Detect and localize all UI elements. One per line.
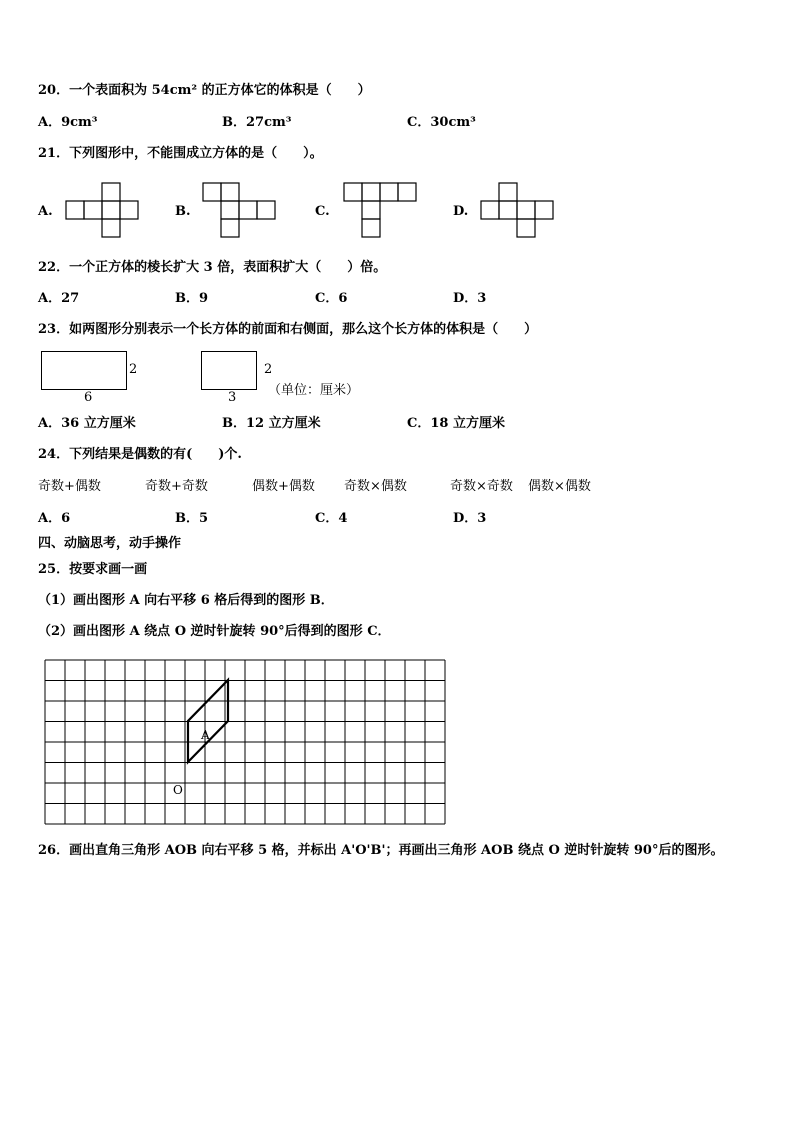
q25-stem: 25．按要求画一画 xyxy=(38,562,148,577)
drawing-grid xyxy=(44,659,448,827)
net-c-figure xyxy=(342,180,422,242)
q23-option-c: C．18 立方厘米 xyxy=(407,416,505,431)
q24-option-a: A．6 xyxy=(38,511,71,526)
q23-stem: 23．如两图形分别表示一个长方体的前面和右侧面，那么这个长方体的体积是（ ） xyxy=(38,322,538,337)
q25-part-1: （1）画出图形 A 向右平移 6 格后得到的图形 B． xyxy=(38,593,334,608)
q24-option-d: D．3 xyxy=(453,511,487,526)
q20-option-b: B．27cm³ xyxy=(222,115,292,130)
q24-expr-4: 奇数×偶数 xyxy=(344,479,407,494)
q20-option-c: C．30cm³ xyxy=(407,115,476,130)
q23-option-a: A．36 立方厘米 xyxy=(38,416,136,431)
q26-stem: 26．画出直角三角形 AOB 向右平移 5 格，并标出 A'O'B'；再画出三角形 AOB 绕点 O 逆时针旋转 90°后的图形。 xyxy=(38,843,724,858)
q24-stem: 24．下列结果是偶数的有( )个. xyxy=(38,447,242,462)
q22-stem: 22．一个正方体的棱长扩大 3 倍，表面积扩大（ ）倍。 xyxy=(38,260,387,275)
q20-stem: 20．一个表面积为 54cm² 的正方体它的体积是（ ） xyxy=(38,83,371,98)
q21-stem: 21．下列图形中，不能围成立方体的是（ ）。 xyxy=(38,146,323,161)
q22-option-d: D．3 xyxy=(453,291,487,306)
net-b-figure xyxy=(201,180,281,240)
q20-option-a: A．9cm³ xyxy=(38,115,98,130)
grid-lines xyxy=(45,660,445,824)
q22-option-c: C．6 xyxy=(315,291,348,306)
q24-option-c: C．4 xyxy=(315,511,348,526)
q21-option-b: B. xyxy=(175,204,191,219)
front-face-width-label: 6 xyxy=(84,390,93,405)
q22-option-a: A．27 xyxy=(38,291,80,306)
side-face-height-label: 2 xyxy=(264,362,273,377)
q21-option-c: C. xyxy=(315,204,330,219)
point-o-label: O xyxy=(173,783,183,797)
q24-option-b: B．5 xyxy=(175,511,209,526)
q24-expr-5: 奇数×奇数 xyxy=(450,479,513,494)
q24-expr-6: 偶数×偶数 xyxy=(528,479,591,494)
q24-expr-2: 奇数+奇数 xyxy=(145,479,208,494)
unit-note: （单位：厘米） xyxy=(268,383,360,398)
section-heading: 四、动脑思考，动手操作 xyxy=(38,536,182,551)
q24-expr-3: 偶数+偶数 xyxy=(252,479,315,494)
q25-part-2: （2）画出图形 A 绕点 O 逆时针旋转 90°后得到的图形 C． xyxy=(38,624,391,639)
front-face-rectangle xyxy=(41,351,127,390)
figure-a-label: A xyxy=(201,728,210,742)
net-d-figure xyxy=(479,180,559,242)
side-face-rectangle xyxy=(201,351,257,390)
side-face-width-label: 3 xyxy=(228,390,237,405)
q23-option-b: B．12 立方厘米 xyxy=(222,416,321,431)
net-a-figure xyxy=(64,180,144,240)
q21-option-d: D. xyxy=(453,204,469,219)
q24-expr-1: 奇数+偶数 xyxy=(38,479,101,494)
q22-option-b: B．9 xyxy=(175,291,209,306)
q21-option-a: A. xyxy=(38,204,53,219)
front-face-height-label: 2 xyxy=(129,362,138,377)
